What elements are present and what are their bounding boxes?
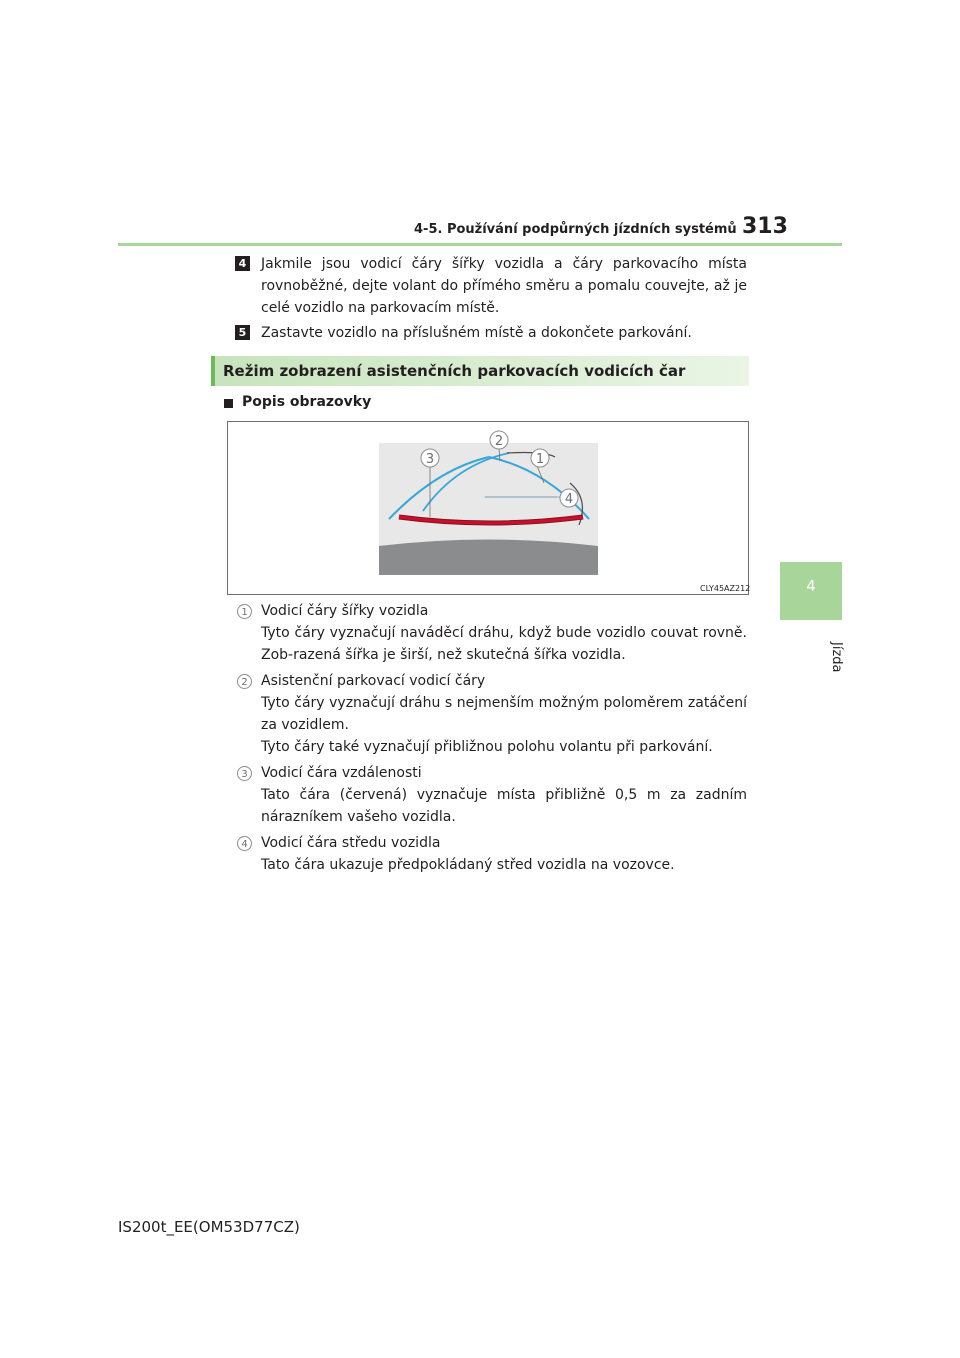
description-body: Tyto čáry vyznačují naváděcí dráhu, když bude vozidlo couvat rovně. Zob-razená šířka je širší, než skutečná šířka vozidla. [261, 625, 747, 663]
subheading: Popis obrazovky [242, 394, 372, 410]
description-body: Tyto čáry také vyznačují přibližnou polohu volantu při parkování. [261, 739, 713, 755]
description-number-icon: 1 [237, 604, 252, 619]
description-title: Vodicí čára vzdálenosti [261, 765, 422, 781]
figure-code: CLY45AZ212 [700, 584, 751, 593]
svg-text:1: 1 [535, 452, 545, 467]
chapter-tab-number: 4 [806, 577, 816, 595]
svg-text:4: 4 [564, 492, 574, 507]
square-bullet-icon [224, 399, 233, 408]
svg-text:3: 3 [425, 452, 435, 467]
description-title: Vodicí čáry šířky vozidla [261, 603, 429, 619]
chapter-title: 4-5. Používání podpůrných jízdních systémů [414, 222, 737, 237]
description-title: Asistenční parkovací vodicí čáry [261, 673, 486, 689]
callout-3 [421, 449, 439, 467]
svg-text:2: 2 [494, 434, 504, 449]
step-number-box: 5 [235, 325, 250, 340]
description-title: Vodicí čára středu vozidla [261, 835, 441, 851]
description-number-icon: 3 [237, 766, 252, 781]
callout-2 [490, 431, 508, 449]
parking-guide-illustration [227, 421, 749, 595]
callout-1 [531, 449, 549, 467]
header-divider [118, 243, 842, 246]
ground-area [379, 540, 598, 576]
section-heading: Režim zobrazení asistenčních parkovacích vodicích čar [223, 362, 686, 380]
model-code: IS200t_EE(OM53D77CZ) [118, 1218, 300, 1236]
page-number: 313 [742, 214, 788, 239]
chapter-tab-label: Jízda [829, 641, 844, 673]
description-body: Tyto čáry vyznačují dráhu s nejmenším možným poloměrem zatáčení za vozidlem. [261, 695, 747, 733]
description-number-icon: 2 [237, 674, 252, 689]
step-text: Jakmile jsou vodicí čáry šířky vozidla a čáry parkovacího místa rovnoběžné, dejte volant do přímého směru a pomalu couvejte, až je celé vozidlo na parkovacím místě. [261, 256, 747, 316]
callout-4 [560, 489, 578, 507]
step-number-box: 4 [235, 256, 250, 271]
description-body: Tato čára ukazuje předpokládaný střed vozidla na vozovce. [261, 857, 675, 873]
description-body: Tato čára (červená) vyznačuje místa přibližně 0,5 m za zadním nárazníkem vašeho vozidla. [261, 787, 747, 825]
description-number-icon: 4 [237, 836, 252, 851]
step-text: Zastavte vozidlo na příslušném místě a dokončete parkování. [261, 325, 692, 341]
